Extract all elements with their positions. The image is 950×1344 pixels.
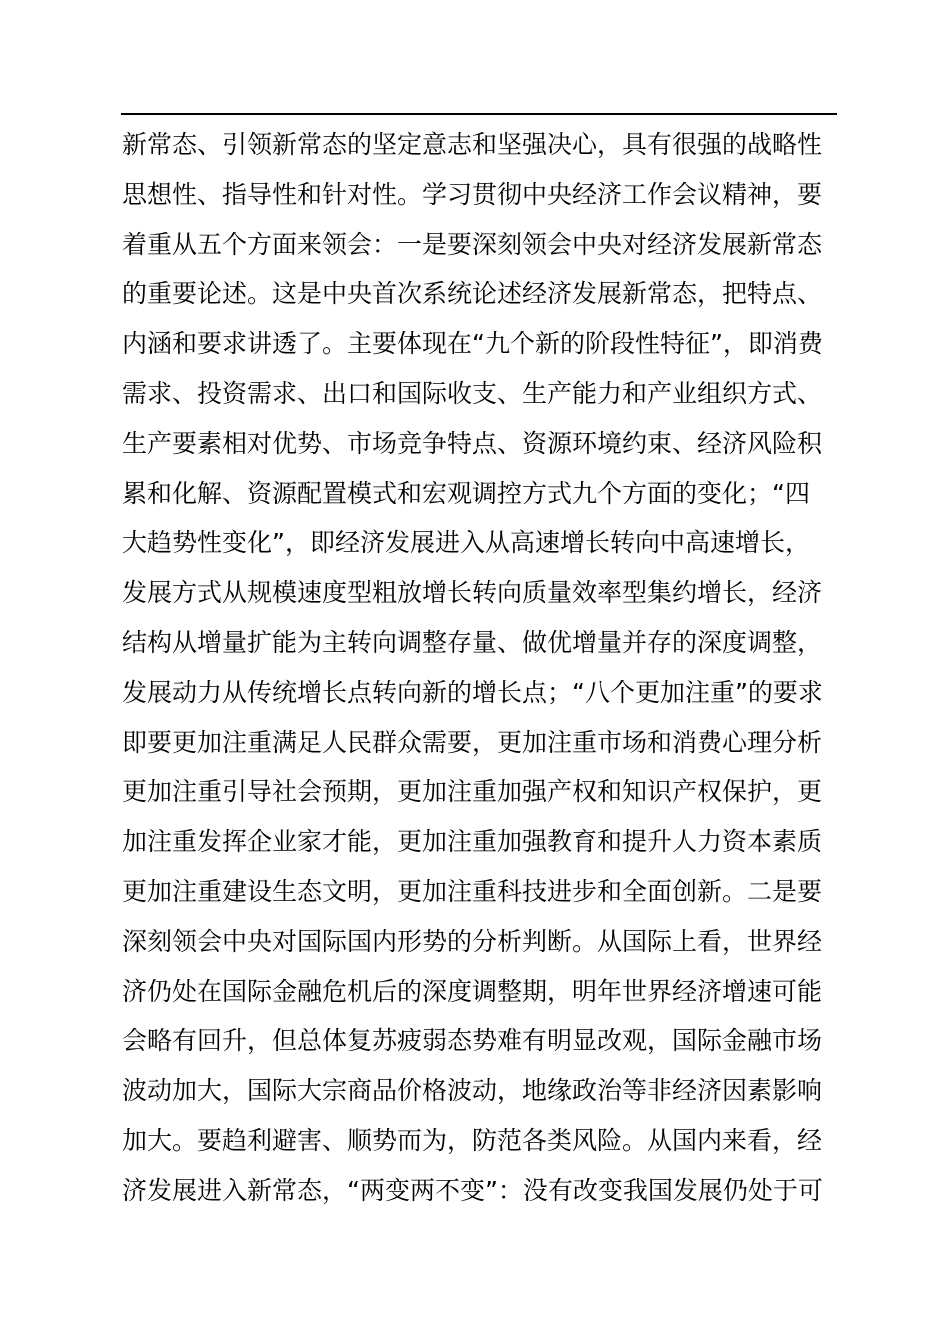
text-line: 更加注重建设生态文明，更加注重科技进步和全面创新。二是要 (122, 876, 823, 906)
text-line: 新常态、引领新常态的坚定意志和坚强决心，具有很强的战略性 (122, 130, 823, 159)
text-line: 即要更加注重满足人民群众需要，更加注重市场和消费心理分析 (122, 727, 823, 757)
text-line: 济仍处在国际金融危机后的深度调整期，明年世界经济增速可能 (122, 976, 823, 1006)
text-line: 思想性、指导性和针对性。学习贯彻中央经济工作会议精神，要 (122, 179, 823, 209)
text-line: 发展方式从规模速度型粗放增长转向质量效率型集约增长，经济 (122, 578, 823, 608)
body-text (122, 120, 842, 1216)
text-line: 的重要论述。这是中央首次系统论述经济发展新常态，把特点、 (122, 279, 823, 309)
text-line: 累和化解、资源配置模式和宏观调控方式九个方面的变化；“四 (122, 478, 810, 508)
text-line: 加注重发挥企业家才能，更加注重加强教育和提升人力资本素质 (122, 827, 823, 857)
header-rule (121, 113, 837, 115)
text-line: 更加注重引导社会预期，更加注重加强产权和知识产权保护，更 (122, 777, 823, 807)
text-line: 会略有回升，但总体复苏疲弱态势难有明显改观，国际金融市场 (122, 1026, 823, 1056)
text-line: 济发展进入新常态，“两变两不变”：没有改变我国发展仍处于可 (122, 1175, 823, 1205)
text-line: 生产要素相对优势、市场竞争特点、资源环境约束、经济风险积 (122, 428, 823, 458)
text-line: 结构从增量扩能为主转向调整存量、做优增量并存的深度调整， (122, 627, 823, 657)
text-line: 加大。要趋利避害、顺势而为，防范各类风险。从国内来看，经 (122, 1125, 823, 1155)
text-line: 内涵和要求讲透了。主要体现在“九个新的阶段性特征”，即消费 (122, 329, 823, 359)
text-line: 波动加大，国际大宗商品价格波动，地缘政治等非经济因素影响 (122, 1076, 823, 1106)
text-line: 大趋势性变化”，即经济发展进入从高速增长转向中高速增长， (122, 528, 810, 558)
text-line: 需求、投资需求、出口和国际收支、生产能力和产业组织方式、 (122, 378, 823, 408)
text-line: 着重从五个方面来领会：一是要深刻领会中央对经济发展新常态 (122, 229, 823, 259)
text-line: 发展动力从传统增长点转向新的增长点；“八个更加注重”的要求 (122, 677, 823, 707)
text-line: 深刻领会中央对国际国内形势的分析判断。从国际上看，世界经 (122, 926, 823, 956)
